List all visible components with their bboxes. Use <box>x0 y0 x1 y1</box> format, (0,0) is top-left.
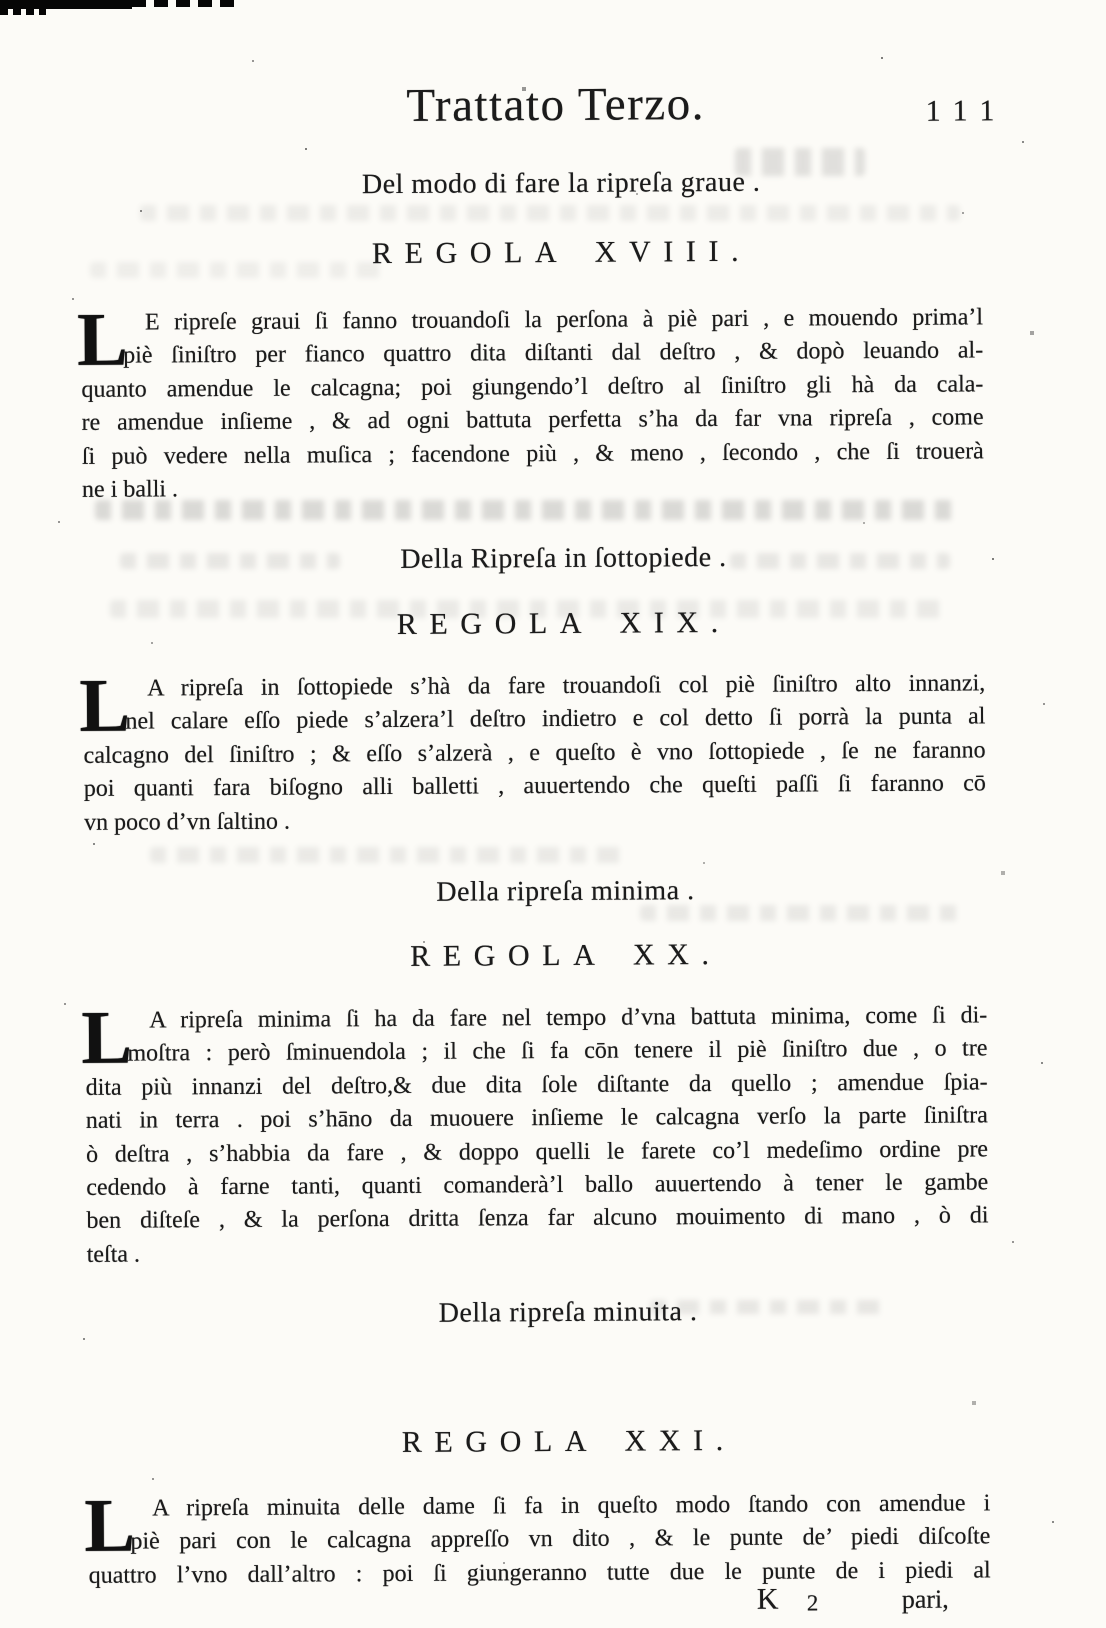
text-line: cedendo à farne tanti, quanti comanderà’l ballo auuertendo à tener le gambe <box>86 1169 989 1201</box>
text-line: calcagno del ſiniſtro ; & eſſo s’alzerà , e queſto è vno ſottopiede , ſe ne faranno <box>83 737 986 769</box>
section-1-rule-heading <box>20 233 1102 274</box>
text-line: A ripreſa minima ſi ha da fare nel tempo d’vna battuta minima, come ſi di- <box>149 1002 988 1034</box>
signature-mark: K <box>756 1582 779 1616</box>
text-line: E ripreſe graui ſi fanno trouandoſi la perſona à piè pari , e mouendo prima’l <box>144 304 984 336</box>
drop-cap: L <box>81 995 133 1080</box>
section-2-rule-heading <box>23 604 1105 645</box>
scan-noise <box>0 0 2 2</box>
text-line: piè pari con le calcagna appreſſo vn dito , & le punte de’ piedi diſcoſte <box>130 1523 991 1556</box>
text-line: piè ſiniſtro per fianco quattro dita diſtanti dal deſtro , & dopò leuando al- <box>123 337 984 370</box>
signature-number: 2 <box>806 1590 819 1616</box>
section-4-paragraph <box>84 1483 991 1593</box>
drop-cap: L <box>84 1483 136 1568</box>
text-line: A ripreſa minuita delle dame ſi fa in queſto modo ſtando con amendue i <box>152 1490 991 1522</box>
rule-numeral: XXI. <box>624 1423 736 1458</box>
text-line: quattro l’vno dall’altro : poi ſi giungeranno tutte due le punte de i piedi al <box>88 1557 991 1589</box>
section-3-paragraph <box>81 995 989 1272</box>
rule-numeral: XVIII. <box>594 234 752 269</box>
rule-word: REGOLA <box>410 938 608 973</box>
rule-word: REGOLA <box>401 1424 600 1459</box>
drop-cap: L <box>79 663 131 748</box>
section-2-paragraph <box>79 663 986 840</box>
section-1-heading: Del modo di fare la ripreſa graue . <box>361 166 761 201</box>
rule-word: REGOLA <box>371 235 570 271</box>
drop-cap: L <box>76 297 129 382</box>
text-line: dita più innanzi del deſtro,& due dita ſole diſtante da quello ; amendue ſpia- <box>85 1069 988 1101</box>
text-line: ſi può vedere nella muſica ; facendone più , & meno , ſecondo , che ſi trouerà <box>81 437 984 470</box>
section-2-heading: Della Ripreſa in ſottopiede . <box>400 541 727 575</box>
rule-word: REGOLA <box>396 606 595 641</box>
text-line: ben diſteſe , & la perſona dritta ſenza far alcuno mouimento di mano , ò di <box>86 1202 989 1235</box>
running-title: Trattato Terzo. <box>406 78 706 132</box>
page-number: 111 <box>925 94 1008 128</box>
text-line: re amendue inſieme , & ad ogni battuta perfetta s’ha da far vna ripreſa , come <box>81 404 984 437</box>
text-line: ne i balli . <box>81 476 179 503</box>
text-line: vn poco d’vn ſaltino . <box>83 808 291 836</box>
text-line: quanto amendue le calcagna; poi giungendo’l deſtro al ſiniſtro gli hà da cala- <box>81 371 984 403</box>
section-1-paragraph <box>76 297 984 507</box>
text-line: poi quanti fara biſogno alli balletti , auuertendo che queſti paſſi ſi faranno cō <box>83 770 986 803</box>
rule-numeral: XIX. <box>619 605 731 640</box>
section-4-rule-heading <box>28 1422 1106 1463</box>
text-line: nati in terra . poi s’hāno da muouere inſieme le calcagna verſo la parte ſiniſtra <box>85 1102 988 1135</box>
section-3-rule-heading <box>25 936 1106 977</box>
section-4-heading: Della ripreſa minuita . <box>438 1296 698 1329</box>
text-line: moſtra : però ſminuendola ; il che ſi fa cōn tenere il piè ſiniſtro due , o tre <box>127 1035 988 1068</box>
text-line: teſta . <box>86 1241 141 1268</box>
rule-numeral: XX. <box>632 937 722 972</box>
catchword: pari, <box>901 1584 949 1614</box>
text-line: nel calare eſſo piede s’alzera’l deſtro indietro e col detto ſi porrà la punta al <box>125 703 986 736</box>
section-3-heading: Della ripreſa minima . <box>436 875 695 908</box>
text-line: ò deſtra , s’habbia da fare , & doppo quelli le farete co’l medeſimo ordine pre <box>85 1135 989 1168</box>
text-line: A ripreſa in ſottopiede s’hà da fare trouandoſi col piè ſiniſtro alto innanzi, <box>147 670 986 702</box>
